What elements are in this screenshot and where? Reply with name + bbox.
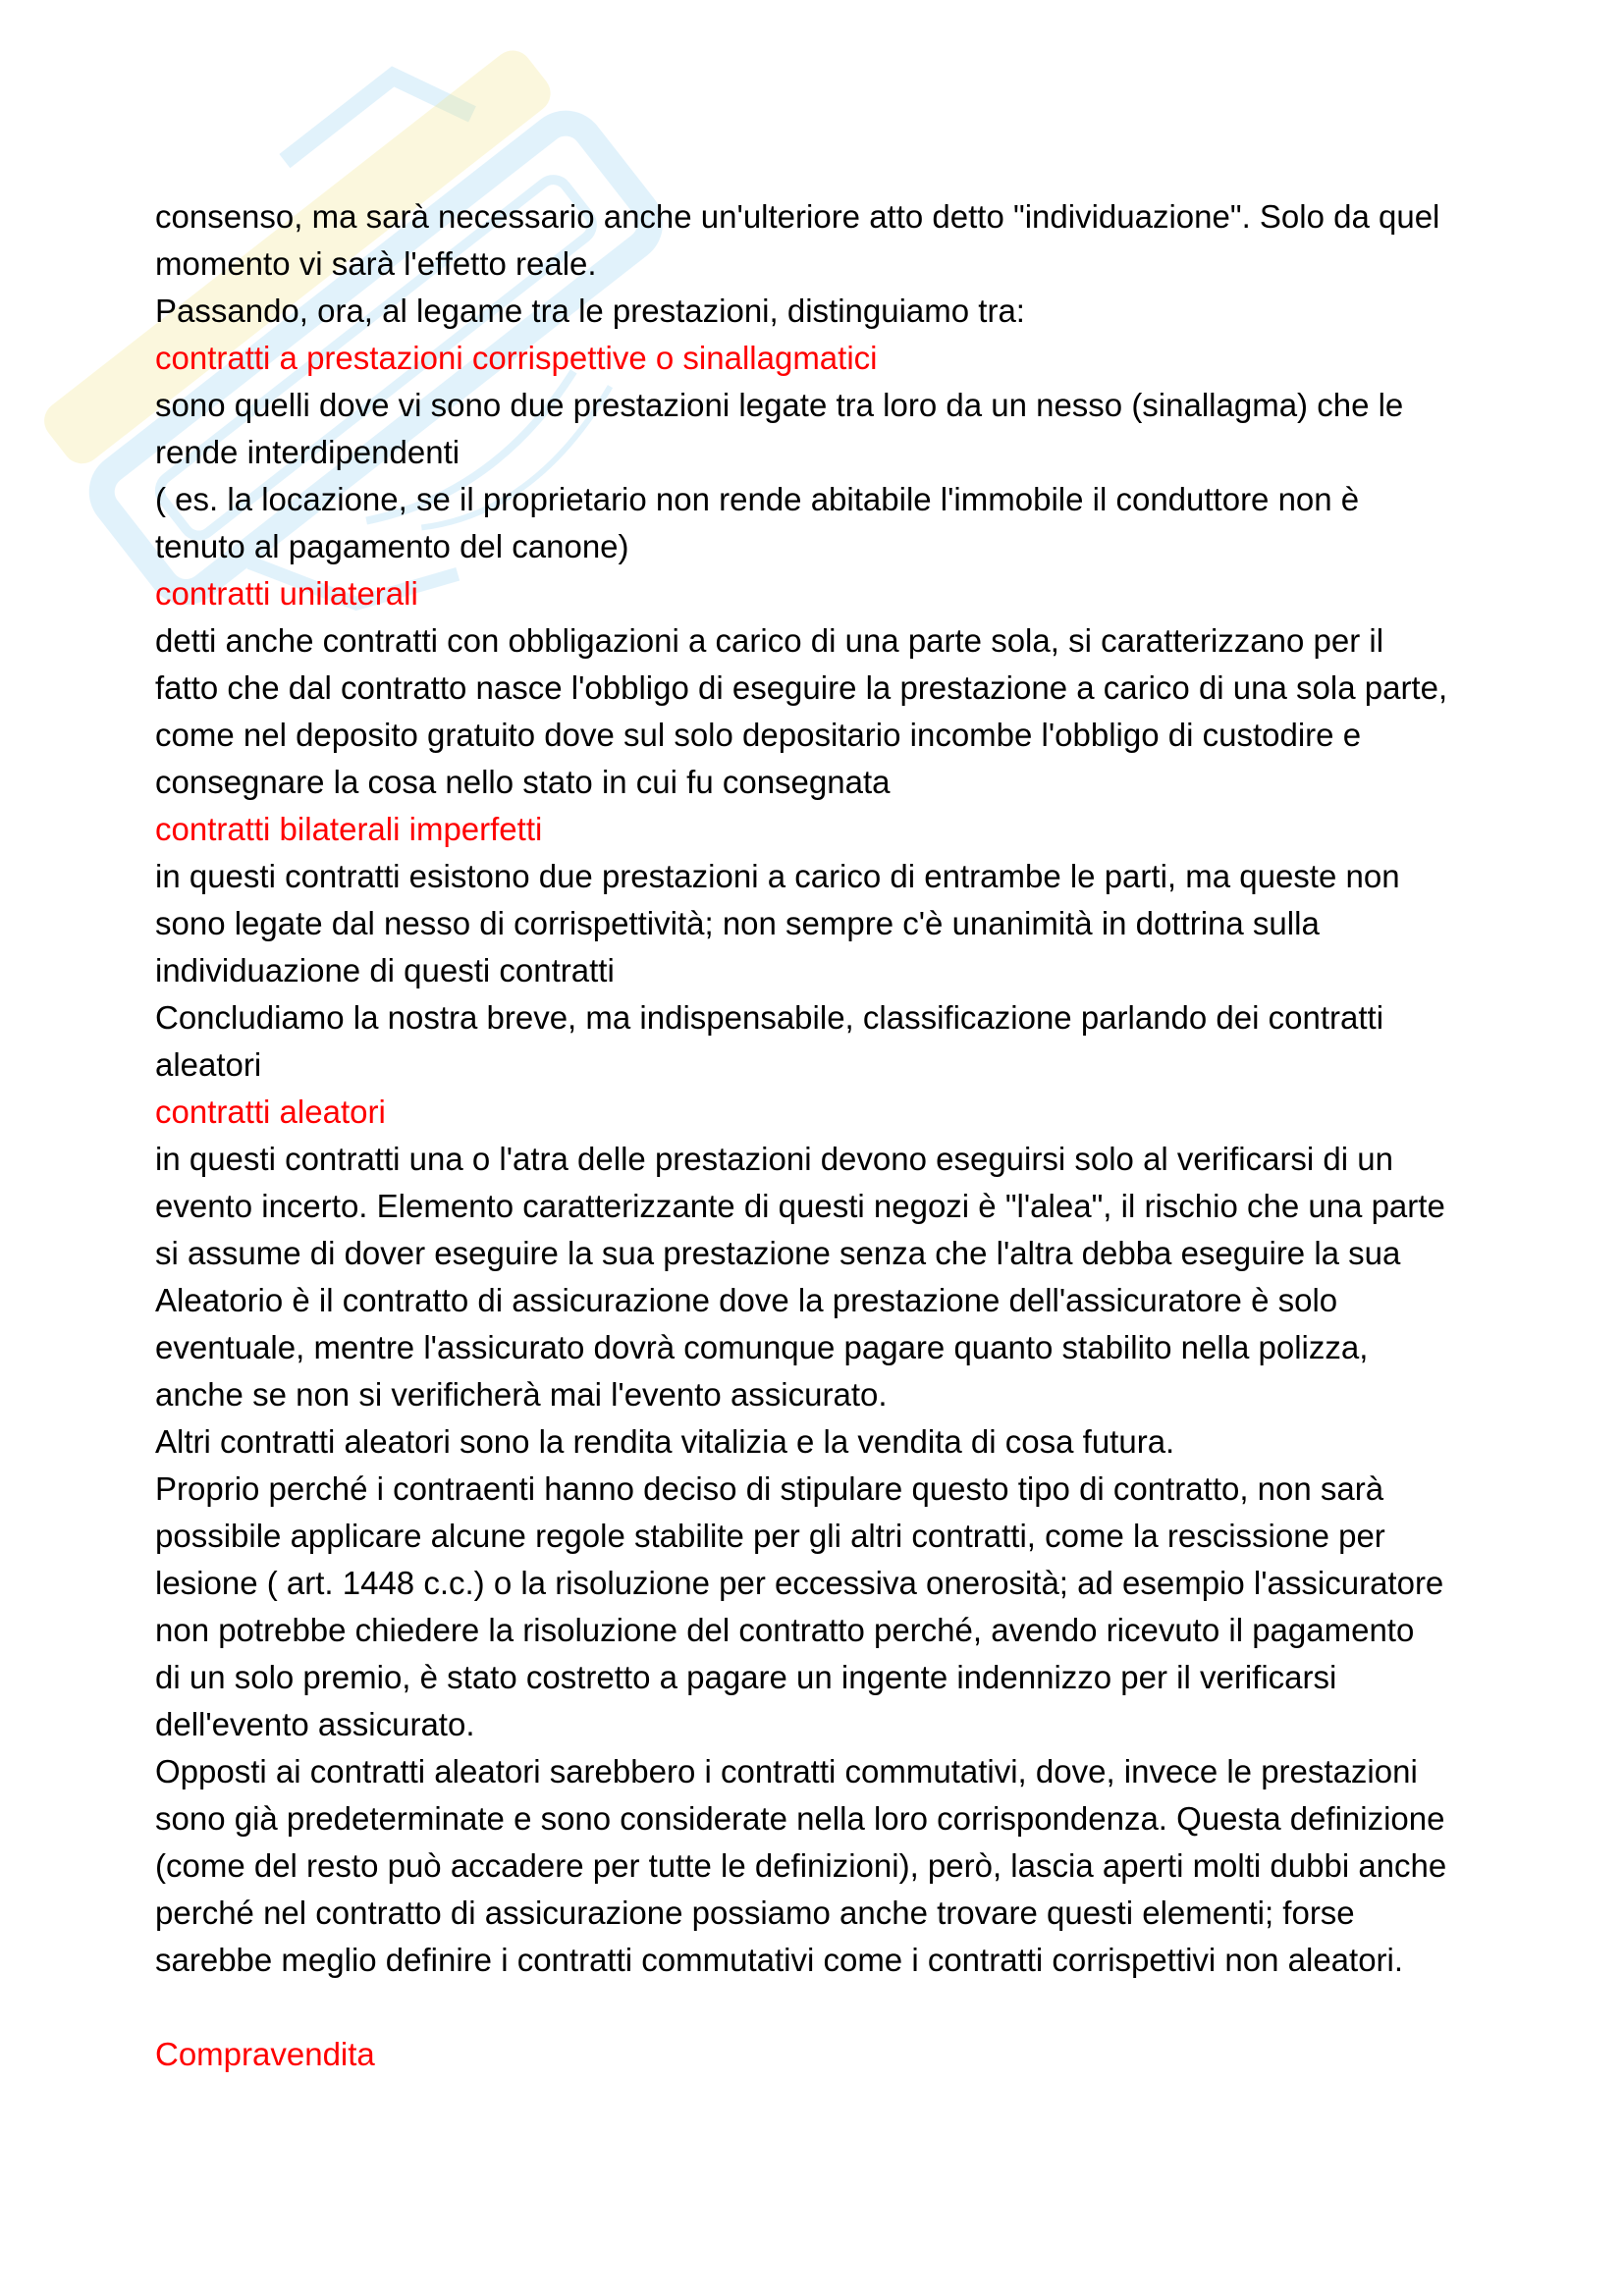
text-line: aleatori [155,1046,262,1083]
text-line: momento vi sarà l'effetto reale. [155,245,597,282]
text-line: Passando, ora, al legame tra le prestazioni, distinguiamo tra: [155,293,1025,329]
text-line: evento incerto. Elemento caratterizzante di questi negozi è "l'alea", il rischio che una parte [155,1188,1445,1224]
text-line: Aleatorio è il contratto di assicurazione dove la prestazione dell'assicuratore è solo [155,1282,1338,1318]
section-heading: contratti a prestazioni corrispettive o sinallagmatici [155,340,878,376]
text-line: dell'evento assicurato. [155,1706,475,1742]
text-line: ( es. la locazione, se il proprietario non rende abitabile l'immobile il conduttore non è [155,481,1360,517]
text-line: consegnare la cosa nello stato in cui fu consegnata [155,764,891,800]
text-line: fatto che dal contratto nasce l'obbligo di eseguire la prestazione a carico di una sola parte, [155,669,1448,706]
section-heading-compravendita: Compravendita [155,2036,375,2072]
text-line: sono già predeterminate e sono considerate nella loro corrispondenza. Questa definizione [155,1800,1445,1837]
text-line: lesione ( art. 1448 c.c.) o la risoluzione per eccessiva onerosità; ad esempio l'assicuratore [155,1565,1444,1601]
section-heading: contratti unilaterali [155,575,418,612]
document-body [155,193,1490,2078]
text-line: non potrebbe chiedere la risoluzione del contratto perché, avendo ricevuto il pagamento [155,1612,1415,1648]
text-line: sarebbe meglio definire i contratti commutativi come i contratti corrispettivi non aleatori. [155,1942,1404,1978]
text-line: anche se non si verificherà mai l'evento assicurato. [155,1376,888,1413]
text-line: tenuto al pagamento del canone) [155,528,629,564]
text-line: sono legate dal nesso di corrispettività; non sempre c'è unanimità in dottrina sulla [155,905,1320,941]
text-line: consenso, ma sarà necessario anche un'ulteriore atto detto "individuazione". Solo da quel [155,198,1440,235]
paragraph-spacer [155,1984,1490,2031]
text-line: perché nel contratto di assicurazione possiamo anche trovare questi elementi; forse [155,1895,1355,1931]
text-line: rende interdipendenti [155,434,460,470]
text-line: (come del resto può accadere per tutte le definizioni), però, lascia aperti molti dubbi anche [155,1847,1447,1884]
section-heading: contratti bilaterali imperfetti [155,811,543,847]
text-line: sono quelli dove vi sono due prestazioni legate tra loro da un nesso (sinallagma) che le [155,387,1404,423]
text-line: Altri contratti aleatori sono la rendita vitalizia e la vendita di cosa futura. [155,1423,1175,1460]
text-line: in questi contratti esistono due prestazioni a carico di entrambe le parti, ma queste non [155,858,1400,894]
text-line: Proprio perché i contraenti hanno deciso di stipulare questo tipo di contratto, non sarà [155,1470,1384,1507]
text-line: detti anche contratti con obbligazioni a carico di una parte sola, si caratterizzano per il [155,622,1384,659]
text-line: in questi contratti una o l'atra delle prestazioni devono eseguirsi solo al verificarsi di un [155,1141,1393,1177]
section-heading: contratti aleatori [155,1094,386,1130]
text-line: di un solo premio, è stato costretto a pagare un ingente indennizzo per il verificarsi [155,1659,1337,1695]
text-line: Concludiamo la nostra breve, ma indispensabile, classificazione parlando dei contratti [155,999,1384,1036]
text-line: possibile applicare alcune regole stabilite per gli altri contratti, come la rescissione per [155,1518,1385,1554]
text-line: come nel deposito gratuito dove sul solo depositario incombe l'obbligo di custodire e [155,717,1362,753]
text-line: si assume di dover eseguire la sua prestazione senza che l'altra debba eseguire la sua [155,1235,1401,1271]
text-line: Opposti ai contratti aleatori sarebbero i contratti commutativi, dove, invece le prestazioni [155,1753,1418,1789]
text-line: individuazione di questi contratti [155,952,615,988]
text-line: eventuale, mentre l'assicurato dovrà comunque pagare quanto stabilito nella polizza, [155,1329,1369,1365]
